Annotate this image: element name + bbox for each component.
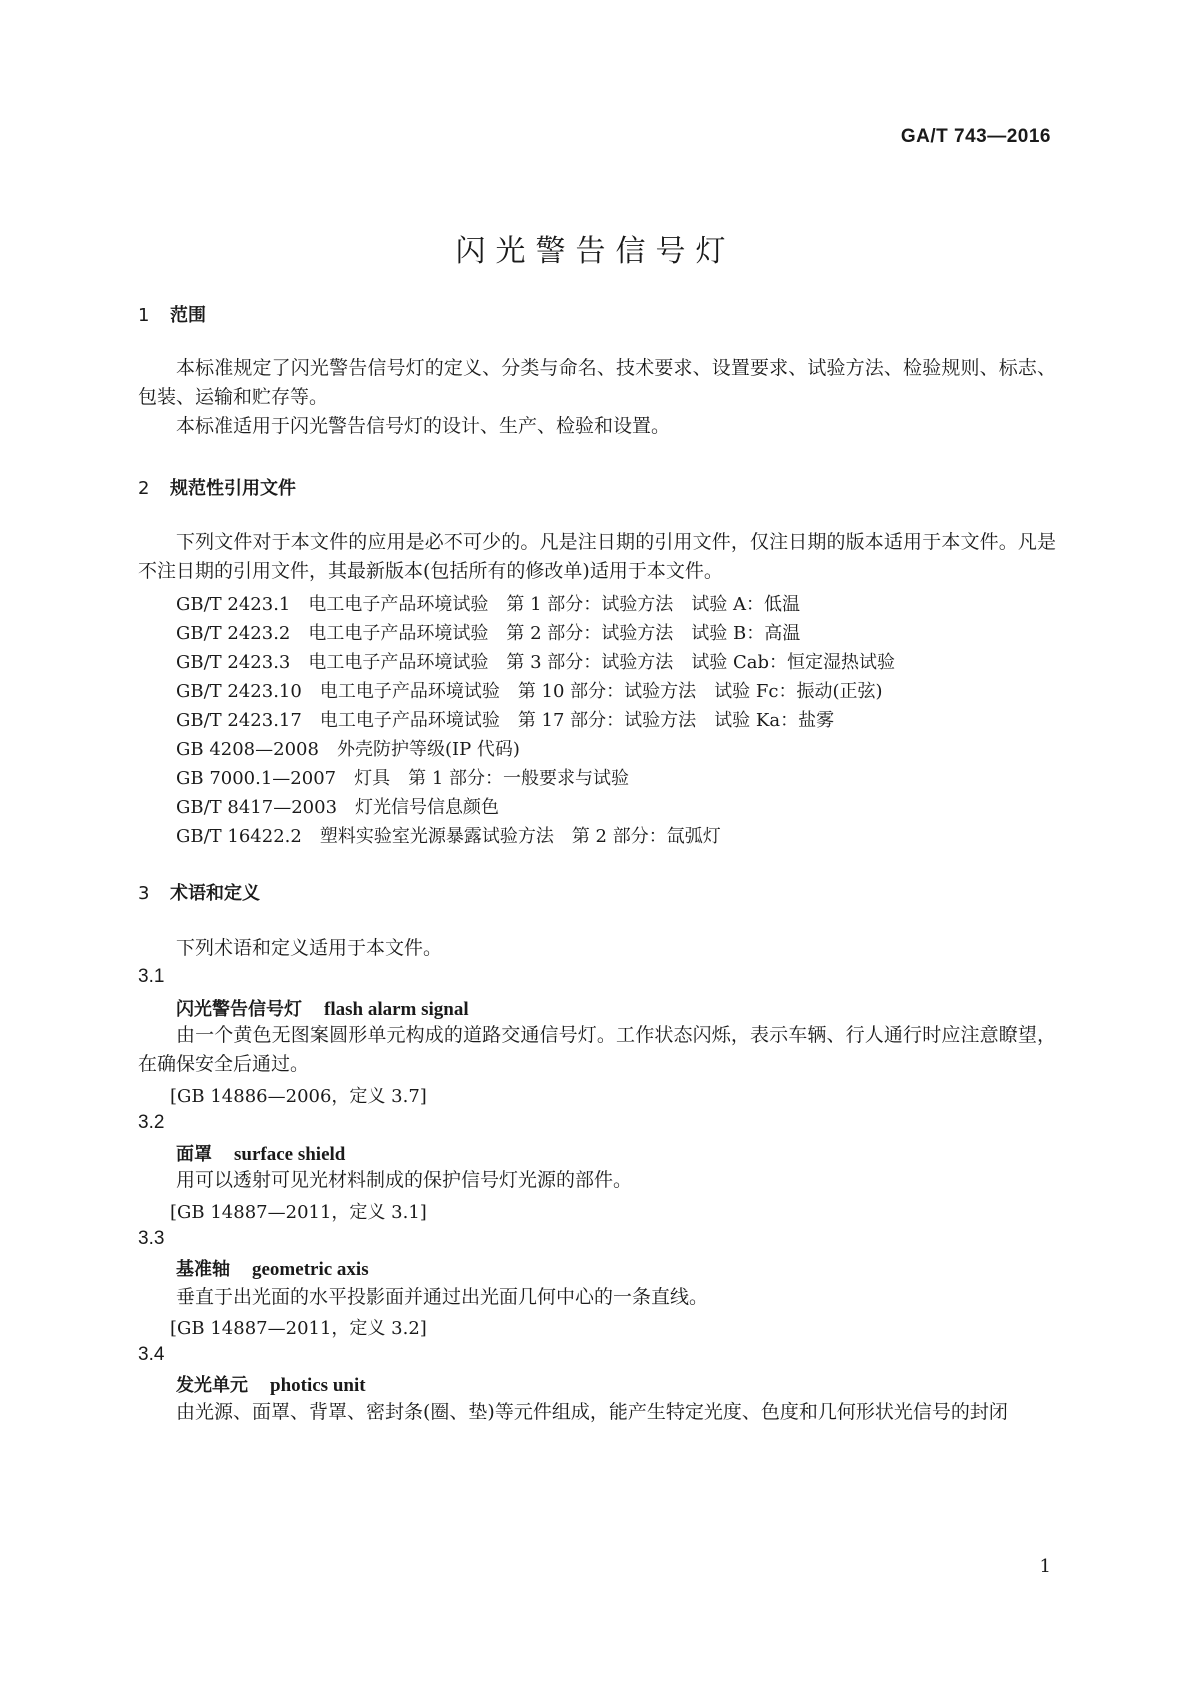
term-number: 3.2 xyxy=(138,1112,165,1133)
term-number: 3.3 xyxy=(138,1228,165,1249)
term-english: flash alarm signal xyxy=(324,999,469,1020)
term-english: geometric axis xyxy=(252,1259,369,1280)
term-chinese: 基准轴 xyxy=(176,1259,230,1280)
page-number: 1 xyxy=(1039,1556,1051,1577)
section-title: 术语和定义 xyxy=(170,883,260,904)
section-title: 范围 xyxy=(170,305,206,326)
term-heading xyxy=(176,1371,366,1397)
section-heading-2 xyxy=(138,474,296,500)
terms-intro: 下列术语和定义适用于本文件。 xyxy=(176,937,443,959)
section-heading-1 xyxy=(138,301,206,327)
term-source: [GB 14887—2011，定义 3.2] xyxy=(170,1318,427,1339)
reference-item: GB 4208—2008 外壳防护等级(IP 代码) xyxy=(176,739,520,760)
reference-item: GB 7000.1—2007 灯具 第 1 部分：一般要求与试验 xyxy=(176,768,630,789)
term-definition: 由光源、面罩、背罩、密封条(圈、垫)等元件组成，能产生特定光度、色度和几何形状光信号的封闭 xyxy=(176,1401,1008,1423)
term-english: photics unit xyxy=(270,1375,366,1396)
reference-item: GB/T 2423.17 电工电子产品环境试验 第 17 部分：试验方法 试验 Ka：盐雾 xyxy=(176,710,835,731)
term-number: 3.4 xyxy=(138,1344,165,1365)
term-heading xyxy=(176,1255,369,1281)
standard-code: GA/T 743—2016 xyxy=(900,126,1051,147)
reference-item: GB/T 2423.3 电工电子产品环境试验 第 3 部分：试验方法 试验 Cab：恒定湿热试验 xyxy=(176,652,896,673)
scope-paragraph-2: 本标准适用于闪光警告信号灯的设计、生产、检验和设置。 xyxy=(176,415,671,437)
reference-item: GB/T 16422.2 塑料实验室光源暴露试验方法 第 2 部分：氙弧灯 xyxy=(176,826,721,847)
scope-paragraph-1: 本标准规定了闪光警告信号灯的定义、分类与命名、技术要求、设置要求、试验方法、检验规则、标志、包装、运输和贮存等。 xyxy=(138,357,1056,408)
reference-item: GB/T 2423.2 电工电子产品环境试验 第 2 部分：试验方法 试验 B：高温 xyxy=(176,623,801,644)
term-source: [GB 14887—2011，定义 3.1] xyxy=(170,1202,427,1223)
section-title: 规范性引用文件 xyxy=(170,478,296,499)
reference-item: GB/T 8417—2003 灯光信号信息颜色 xyxy=(176,797,500,818)
term-definition: 由一个黄色无图案圆形单元构成的道路交通信号灯。工作状态闪烁，表示车辆、行人通行时应注意瞭望，在确保安全后通过。 xyxy=(138,1024,1056,1075)
term-chinese: 面罩 xyxy=(176,1144,212,1165)
term-definition: 用可以透射可见光材料制成的保护信号灯光源的部件。 xyxy=(176,1169,633,1191)
reference-item: GB/T 2423.1 电工电子产品环境试验 第 1 部分：试验方法 试验 A：低温 xyxy=(176,594,800,615)
section-number: 2 xyxy=(138,478,150,499)
term-number: 3.1 xyxy=(138,966,165,987)
term-chinese: 发光单元 xyxy=(176,1375,248,1396)
references-intro: 下列文件对于本文件的应用是必不可少的。凡是注日期的引用文件，仅注日期的版本适用于本文件。凡是不注日期的引用文件，其最新版本(包括所有的修改单)适用于本文件。 xyxy=(138,531,1056,582)
term-heading xyxy=(176,1140,345,1166)
section-number: 1 xyxy=(138,305,150,326)
section-number: 3 xyxy=(138,883,150,904)
section-heading-3 xyxy=(138,879,260,905)
term-definition: 垂直于出光面的水平投影面并通过出光面几何中心的一条直线。 xyxy=(176,1286,709,1308)
term-english: surface shield xyxy=(234,1144,346,1165)
document-title: 闪光警告信号灯 xyxy=(455,234,736,269)
term-source: [GB 14886—2006，定义 3.7] xyxy=(170,1086,427,1107)
term-heading xyxy=(176,995,469,1021)
reference-item: GB/T 2423.10 电工电子产品环境试验 第 10 部分：试验方法 试验 Fc：振动(正弦) xyxy=(176,681,883,702)
term-chinese: 闪光警告信号灯 xyxy=(176,999,302,1020)
